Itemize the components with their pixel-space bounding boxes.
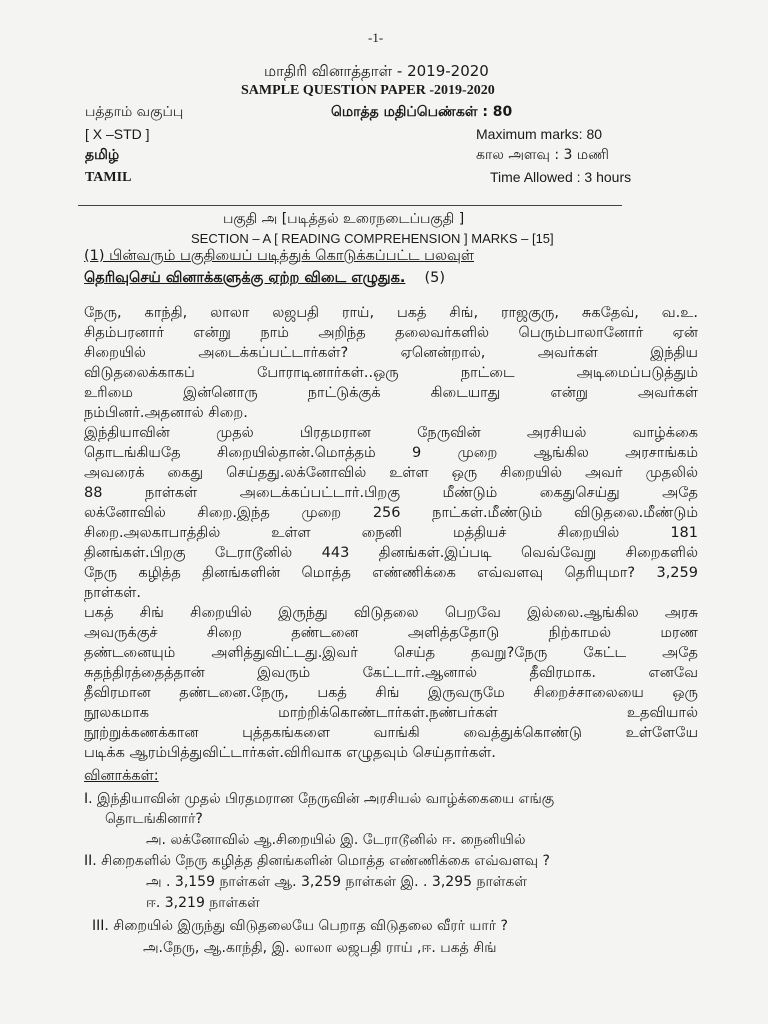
question-options: அ.நேரு, ஆ.காந்தி, இ. லாலா லஜபதி ராய் ,ஈ. பகத் சிங் <box>143 940 497 956</box>
instruction-text-2: தெரிவுசெய் வினாக்களுக்கு ஏற்ற விடை எழுதுக. <box>84 270 406 286</box>
question-text: III. சிறையில் இருந்து விடுதலையே பெறாத விடுதலை வீரர் யார் ? <box>92 918 508 934</box>
passage-line: அவரைக் கைது செய்தது.லக்னோவில் உள்ள ஒரு சிறையில் அவர் முதலில் <box>84 465 698 481</box>
marks-tamil: மொத்த மதிப்பெண்கள் : 80 <box>331 104 513 120</box>
passage-line: அவருக்குச் சிறை தண்டனை அளித்ததோடு நிற்காமல் மரண <box>84 625 698 641</box>
passage-line: தொடங்கியதே சிறையில்தான்.மொத்தம் 9 முறை ஆங்கில அரசாங்கம் <box>84 445 698 461</box>
passage-line: சுதந்திரத்தைத்தான் இவரும் கேட்டார்.ஆனால் தீவிரமாக. எனவே <box>84 665 698 681</box>
passage-line: லக்னோவில் சிறை.இந்த முறை 256 நாட்கள்.மீண்டும் விடுதலை.மீண்டும் <box>84 505 698 521</box>
question-options: அ . 3,159 நாள்கள் ஆ. 3,259 நாள்கள் இ. . 3,295 நாள்கள் <box>146 874 527 890</box>
passage-line: சிறை.அலகாபாத்தில் உள்ள நைனி மத்தியச் சிறையில் 181 <box>84 525 698 541</box>
passage-line: தினங்கள்.பிறகு டேராடூனில் 443 தினங்கள்.இப்படி வெவ்வேறு சிறைகளில் <box>84 545 698 561</box>
section-title-tamil: பகுதி அ [படித்தல் உரைநடைப்பகுதி ] <box>223 211 465 227</box>
passage-line: உரிமை இன்னொரு நாட்டுக்குக் கிடையாது என்று அவர்கள் <box>84 385 698 401</box>
passage-line: படிக்க ஆரம்பித்துவிட்டார்கள்.விரிவாக எழுதவும் செய்தார்கள். <box>84 745 496 761</box>
passage-line: நேரு கழித்த தினங்களின் மொத்த எண்ணிக்கை எவ்வளவு தெரியுமா? 3,259 <box>84 565 698 581</box>
title-tamil: மாதிரி வினாத்தாள் - 2019-2020 <box>264 62 489 80</box>
marks-english: Maximum marks: 80 <box>476 126 603 142</box>
questions-heading: வினாக்கள்: <box>84 768 159 784</box>
passage-line: சிறையில் அடைக்கப்பட்டார்கள்? ஏனென்றால், அவர்கள் இந்திய <box>84 345 698 361</box>
question-text-cont: தொடங்கினார்? <box>105 811 203 827</box>
page-number: -1- <box>368 30 384 45</box>
subject-tamil: தமிழ் <box>85 147 120 163</box>
passage-line: நம்பினர்.அதனால் சிறை. <box>84 405 248 421</box>
class-english: [ X –STD ] <box>85 126 150 142</box>
passage-line: நூலகமாக மாற்றிக்கொண்டார்கள்.நண்பர்கள் உதவியால் <box>84 705 698 721</box>
passage-line: பகத் சிங் சிறையில் இருந்து விடுதலை பெறவே இல்லை.ஆங்கில அரசு <box>84 605 698 621</box>
instruction-line-1 <box>84 248 474 266</box>
passage-line: இந்தியாவின் முதல் பிரதமரான நேருவின் அரசியல் வாழ்க்கை <box>84 425 698 441</box>
title-english: SAMPLE QUESTION PAPER -2019-2020 <box>241 83 495 98</box>
instruction-line-2 <box>84 270 445 288</box>
question-text: II. சிறைகளில் நேரு கழித்த தினங்களின் மொத்த எண்ணிக்கை எவ்வளவு ? <box>84 853 550 869</box>
time-english: Time Allowed : 3 hours <box>490 169 632 185</box>
passage-line: சிதம்பரனார் என்று நாம் அறிந்த தலைவர்களில் பெரும்பாலானோர் ஏன் <box>84 325 698 341</box>
question-options: அ. லக்னோவில் ஆ.சிறையில் இ. டேராடூனில் ஈ. நைனியில் <box>146 832 526 848</box>
passage-line: நாள்கள். <box>84 585 141 601</box>
section-title-english: SECTION – A [ READING COMPREHENSION ] MARKS – [15] <box>191 231 554 246</box>
passage-line: தண்டனையும் அளித்துவிட்டது.இவர் செய்த தவறு?நேரு கேட்ட அதே <box>84 645 698 661</box>
passage-line: 88 நாள்கள் அடைக்கப்பட்டார்.பிறகு மீண்டும் கைதுசெய்து அதே <box>84 485 698 501</box>
question-options-cont: ஈ. 3,219 நாள்கள் <box>146 895 260 911</box>
passage-line: நூற்றுக்கணக்கான புத்தகங்களை வாங்கி வைத்துக்கொண்டு உள்ளேயே <box>84 725 698 741</box>
class-tamil: பத்தாம் வகுப்பு <box>85 104 184 120</box>
header-divider <box>78 205 622 206</box>
passage-line: நேரு, காந்தி, லாலா லஜபதி ராய், பகத் சிங், ராஜகுரு, சுகதேவ், வ.உ. <box>84 305 698 321</box>
question-text: I. இந்தியாவின் முதல் பிரதமரான நேருவின் அரசியல் வாழ்க்கையை எங்கு <box>84 791 555 807</box>
instruction-text-1: (1) பின்வரும் பகுதியைப் படித்துக் கொடுக்கப்பட்ட பலவுள் <box>84 248 474 264</box>
subject-english: TAMIL <box>85 170 132 185</box>
passage-line: தீவிரமான தண்டனை.நேரு, பகத் சிங் இருவருமே சிறைச்சாலையை ஒரு <box>84 685 698 701</box>
instruction-marks: (5) <box>424 270 446 286</box>
passage-line: விடுதலைக்காகப் போராடினார்கள்..ஒரு நாட்டை அடிமைப்படுத்தும் <box>84 365 698 381</box>
time-tamil: கால அளவு : 3 மணி <box>476 147 609 163</box>
